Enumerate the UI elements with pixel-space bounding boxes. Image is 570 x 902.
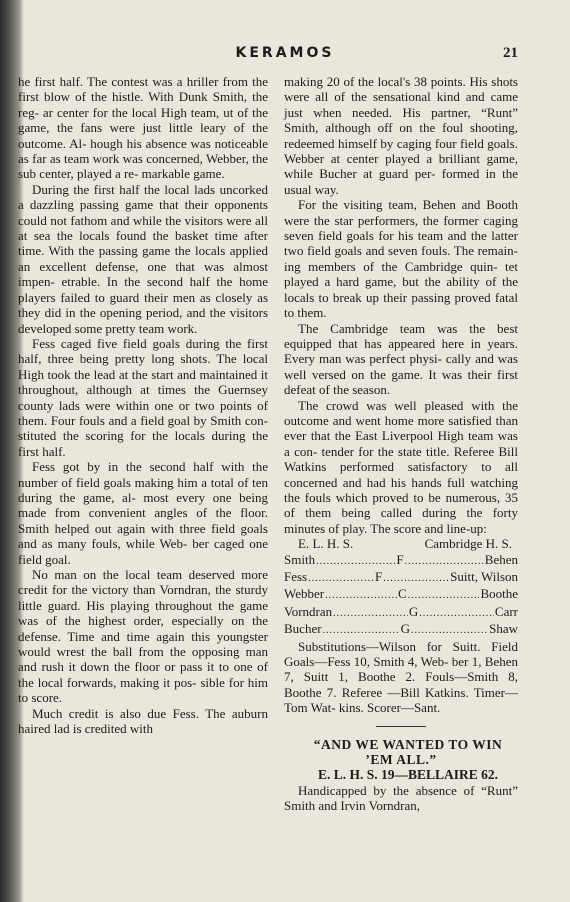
article-paragraph: For the visiting team, Behen and Booth were the star performers, the former caging seven field goals for his team and the latter two field goals and seven fouls. The remain- ing members of the Cambridge quin- tet played a hard game, but the ability of the locals to break up their passing proved fatal to them.: [284, 197, 518, 321]
lineup-row: [284, 621, 518, 638]
leader-dots: [408, 588, 480, 603]
leader-dots: [419, 606, 494, 621]
leader-dots: [383, 571, 449, 586]
article-paragraph: Fess got by in the second half with the number of field goals making him a total of ten during the game, al- most every one being made from convenient angles of the floor. Smith helped out again with three field goals and as many fouls, while Web- ber caged one field goal.: [18, 459, 268, 567]
article-paragraph: making 20 of the local's 38 points. His shots were all of the sensational kind and came just when needed. His partner, “Runt” Smith, although off on the foul shooting, redeemed himself by caging four field goals. Webber at center played a brilliant game, while Bucher at guard per- formed in the usual way.: [284, 74, 518, 197]
away-player: Boothe: [480, 586, 518, 602]
lineup-row: [284, 604, 518, 621]
left-column: [18, 74, 268, 736]
away-player: Shaw: [489, 621, 519, 637]
lineup-row: [284, 569, 518, 586]
leader-dots: [323, 623, 400, 638]
position: G: [400, 621, 411, 637]
home-player: Bucher: [284, 621, 322, 637]
leader-dots: [325, 588, 397, 603]
running-header: [0, 45, 570, 65]
article-paragraph: he first half. The contest was a hriller from the first blow of the histle. With Dunk Smith, the reg- ar center for the local High team, ut of the game, the fans were just little leary of the outcome. Al- hough his absence was noticeable as far as team work was concerned, Webber, the sub center, played a re- markable game.: [18, 74, 268, 182]
away-player: Behen: [484, 551, 518, 567]
leader-dots: [316, 554, 395, 569]
lineup-row: [284, 552, 518, 569]
position: F: [375, 569, 383, 584]
article-headline: “AND WE WANTED TO WIN ’EM ALL.”: [313, 736, 503, 768]
home-player: Smith: [284, 551, 316, 567]
home-player: Webber: [284, 586, 325, 602]
away-player: Suitt, Wilson: [450, 569, 519, 584]
article-paragraph: No man on the local team deserved more credit for the victory than Vorndran, the sturdy little guard. His playing throughout the game was of the highest order, especially on the defense. Time and time again this youngster would wrest the ball from the opposing man and rush it down the floor or pass it to one of the local forwards, making it pos- sible for him to score.: [18, 567, 268, 706]
section-divider: [376, 726, 426, 727]
home-player: Fess: [284, 569, 308, 584]
article-paragraph: Much credit is also due Fess. The auburn haired lad is credited with: [18, 705, 268, 737]
home-player: Vorndran: [284, 603, 333, 619]
game-summary: Substitutions—Wilson for Suitt. Field Goals—Fess 10, Smith 4, Web- ber 1, Behen 7, Suitt 1, Boothe 2. Fouls—Smith 8, Boothe 7. Referee —Bill Katkins. Timer—Tom Wat- kins. Scorer—Sant.: [284, 638, 518, 716]
position: C: [397, 586, 407, 602]
page-number: 21: [503, 45, 518, 61]
leader-dots: [411, 623, 488, 638]
journal-title: KERAMOS: [235, 45, 335, 61]
article-paragraph: The Cambridge team was the best equipped that has appeared here in years. Every man was perfect physi- cally and was well versed on the game. It was their first defeat of the season.: [284, 320, 518, 398]
home-team-name: E. L. H. S.: [298, 536, 354, 552]
away-player: Carr: [494, 603, 519, 619]
position: F: [396, 551, 404, 567]
lineup-header: [284, 536, 518, 551]
article-paragraph: The crowd was well pleased with the outcome and went home more satisfied than ever that the East Liverpool High team was a con- tender for the state title. Referee Bill Watkins performed satisfactory to all concerned and had his hands full watching the fouls which proved to be numerous, 35 of them being called during the forty minutes of play. The score and line-up:: [284, 397, 518, 536]
article-paragraph: Handicapped by the absence of “Runt” Smith and Irvin Vorndran,: [284, 782, 518, 814]
article-paragraph: During the first half the local lads uncorked a dazzling passing game that their opponents could not fathom and while the visitors were all at sea the locals found the basket time after time. With the passing game the locals applied an excellent defense, one that was almost impen- etrable. In the second half the home players failed to guard their men as closely as they did in the opening period, and the visitors developed some pretty team work.: [18, 181, 268, 336]
away-team-name: Cambridge H. S.: [424, 536, 512, 552]
article-paragraph: Fess caged five field goals during the first half, three being pretty long shots. The local High took the lead at the start and maintained it throughout, although at times the Guernsey county lads were within one or two points of them. Four fouls and a field goal by Smith con- stituted the scoring for the locals during the first half.: [18, 335, 268, 459]
leader-dots: [333, 606, 408, 621]
right-column: [284, 74, 518, 814]
leader-dots: [308, 571, 374, 586]
position: G: [408, 603, 419, 619]
lineup-table: [284, 536, 518, 638]
leader-dots: [405, 554, 484, 569]
lineup-row: [284, 586, 518, 603]
article-subheadline: E. L. H. S. 19—BELLAIRE 62.: [317, 767, 499, 783]
